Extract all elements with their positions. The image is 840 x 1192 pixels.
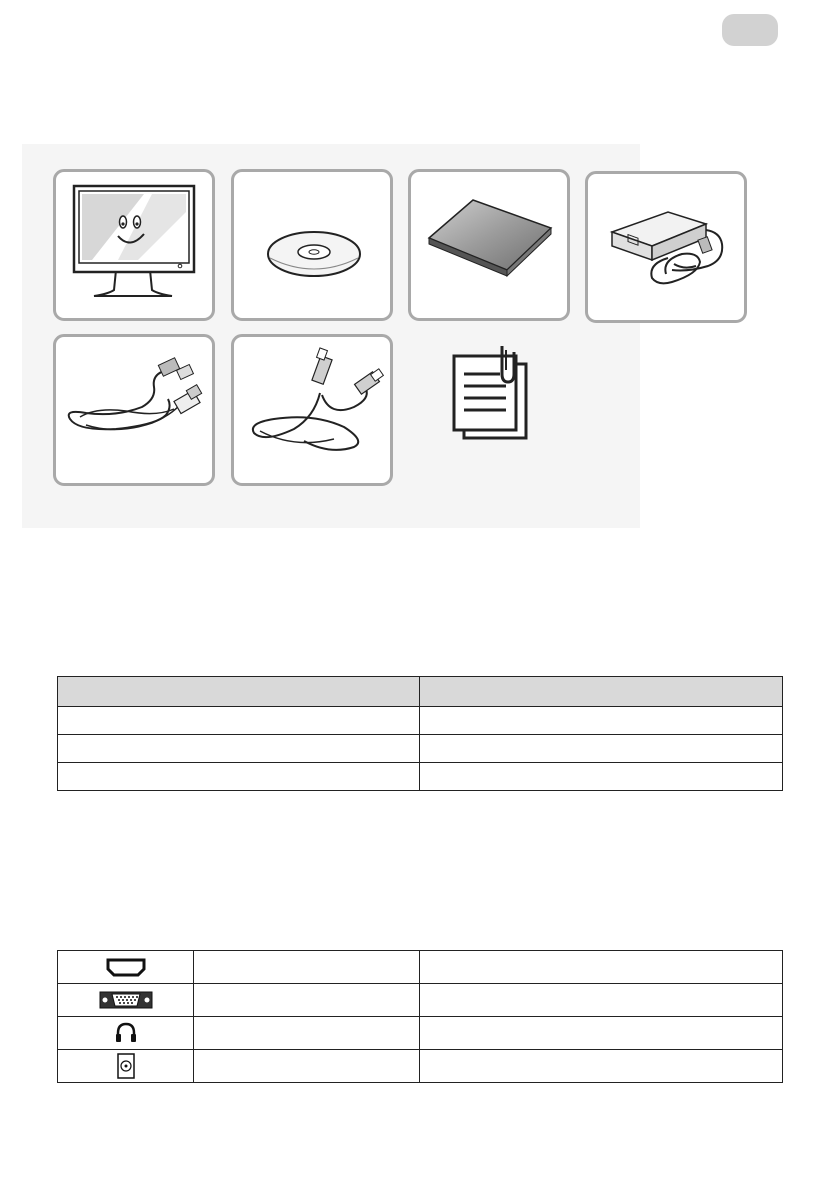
port-icon-cell	[58, 1017, 194, 1050]
column-header	[420, 677, 783, 707]
port-description	[420, 1050, 783, 1083]
package-item-manual	[408, 169, 570, 321]
headphone-icon	[114, 1021, 138, 1045]
port-row-hdmi	[58, 951, 783, 984]
port-row-dc-in	[58, 1050, 783, 1083]
port-description	[420, 951, 783, 984]
table-row	[58, 763, 783, 791]
vga-port-icon	[98, 988, 154, 1012]
ports-table	[57, 950, 783, 1083]
document-clip-icon	[434, 344, 544, 444]
power-adapter-icon	[588, 174, 744, 320]
port-name	[194, 984, 420, 1017]
table-cell	[58, 763, 420, 791]
table-row	[58, 735, 783, 763]
table-header-row	[58, 677, 783, 707]
table-cell	[58, 707, 420, 735]
vga-cable-icon	[56, 337, 212, 483]
package-item-cd	[231, 169, 393, 321]
port-description	[420, 984, 783, 1017]
page-number-badge	[722, 14, 778, 46]
table-row	[58, 707, 783, 735]
hdmi-port-icon	[102, 955, 150, 979]
table-cell	[58, 735, 420, 763]
port-name	[194, 951, 420, 984]
manual-booklet-icon	[411, 172, 567, 318]
port-name	[194, 1050, 420, 1083]
column-header	[58, 677, 420, 707]
port-row-vga	[58, 984, 783, 1017]
port-name	[194, 1017, 420, 1050]
port-icon-cell	[58, 1050, 194, 1083]
port-icon-cell	[58, 951, 194, 984]
table-cell	[420, 763, 783, 791]
monitor-icon	[56, 172, 212, 318]
table-cell	[420, 735, 783, 763]
package-item-power-adapter	[585, 171, 747, 323]
port-description	[420, 1017, 783, 1050]
port-row-headphone	[58, 1017, 783, 1050]
package-item-vga-cable	[53, 334, 215, 486]
dc-power-port-icon	[114, 1052, 138, 1080]
package-item-monitor	[53, 169, 215, 321]
table-cell	[420, 707, 783, 735]
cd-disc-icon	[234, 172, 390, 318]
accessory-table	[57, 676, 783, 791]
port-icon-cell	[58, 984, 194, 1017]
hdmi-cable-icon	[234, 337, 390, 483]
package-item-hdmi-cable	[231, 334, 393, 486]
package-contents-panel	[22, 144, 640, 528]
